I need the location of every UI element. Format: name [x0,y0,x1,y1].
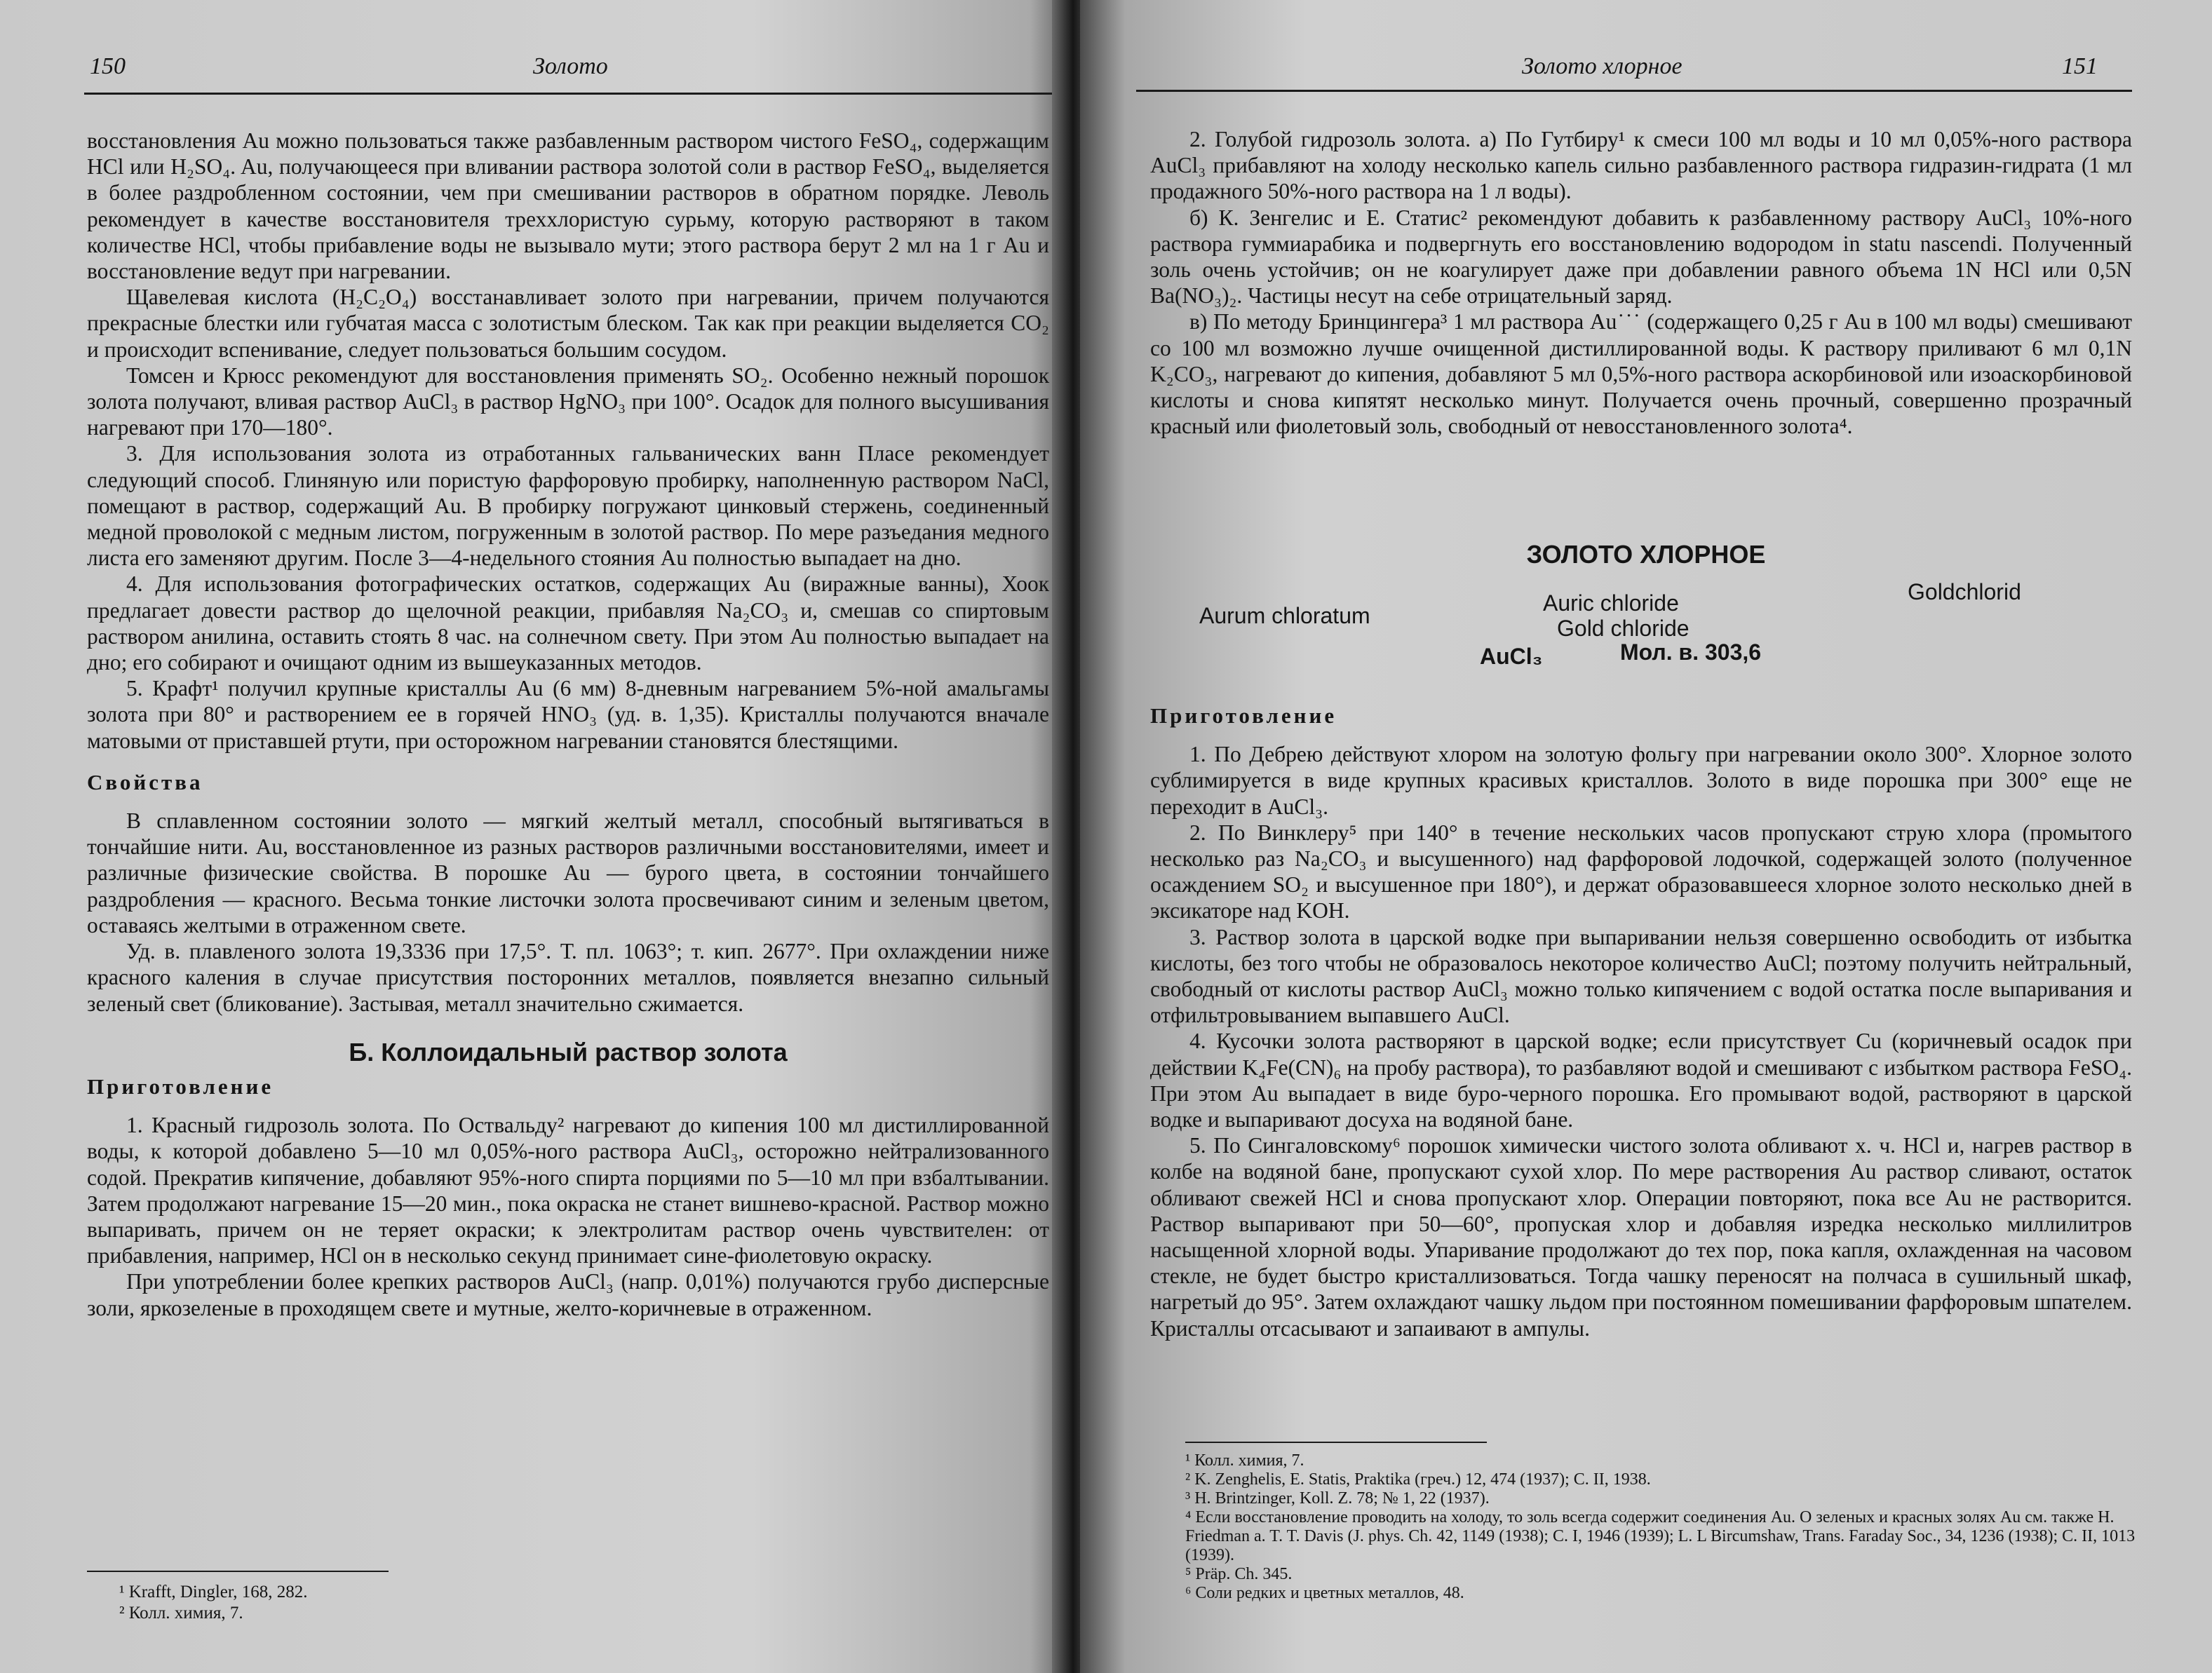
footnote-rule-left [87,1571,389,1572]
paragraph: 4. Для использования фотографических остатков, содержащих Au (виражные ванны), Хоок предлагает довести раствор до щелочной реакции, прибавляя Na₂CO₃ и, смешав со спиртовым раствором анилина, оставить стоять 8 час. на солнечном свету. При этом Au полностью выпадает на дно; его собирают и очищают одним из вышеуказанных методов. [87,571,1049,675]
left-body [87,128,1049,1321]
running-head-left: Золото [533,53,608,79]
paragraph: 3. Для использования золота из отработанных гальванических ванн Пласе рекомендует следующий способ. Глиняную или пористую фарфоровую пробирку, наполненную раствором NaCl, помещают в раствор, содержащий Au. В пробирку погружают цинковый стержень, соединенный медной проволокой с медным листом, погруженным в золотой раствор. По мере разъедания медного листа его заменяют другим. После 3—4-недельного стояния Au полностью выпадает на дно. [87,441,1049,571]
right-page [1080,0,2212,1673]
subsection-heading-preparation-right: Приготовление [1150,703,1337,728]
footnote: ³ H. Brintzinger, Koll. Z. 78; № 1, 22 (1937). [1185,1489,1490,1508]
mol-weight: Мол. в. 303,6 [1620,639,1762,665]
german-name: Goldchlorid [1908,579,2021,604]
footnote: ⁴ Если восстановление проводить на холоду, то золь всегда содержит соединения Au. О зеленых и красных золях Au см. также H. Friedman a. T. T. Davis (J. phys. Ch. 42, 1149 (1938); C. I, 1946 (1939); L. L Bircumshaw, Trans. Faraday Soc., 34, 1236 (1938); C. II, 1013 (1939). [1185,1508,2136,1564]
footnote: ¹ Krafft, Dingler, 168, 282. [119,1583,308,1601]
formula: AuCl₃ [1480,644,1543,669]
latin-name: Aurum chloratum [1199,603,1370,628]
paragraph: 4. Кусочки золота растворяют в царской водке; если присутствует Cu (коричневый осадок при действии K₄Fe(CN)₆ на пробу раствора), то разбавляют водой и смешивают с избытком раствора FeSO₄. При этом Au выпадает в виде буро-черного порошка. Его промывают водой, растворяют в царской водке и выпаривают досуха на водяной бане. [1150,1029,2132,1132]
section-heading-colloid: Б. Коллоидальный раствор золота [349,1037,788,1066]
paragraph: 1. Красный гидрозоль золота. По Оствальду² нагревают до кипения 100 мл дистиллированной воды, к которой добавлено 5—10 мл 0,05%-ного раствора AuCl₃, осторожно нейтрализованного содой. Прекратив кипячение, добавляют 95%-ного спирта порциями по 5—10 мл при взбалтывании. Затем продолжают нагревание 15—20 мин., пока окраска не станет вишнево-красной. Раствор можно выпаривать, причем он не теряет окраски; к электролитам раствор очень чувствителен: от прибавления, например, HCl он в несколько секунд принимает сине-фиолетовую окраску. [87,1113,1049,1268]
paragraph: При употреблении более крепких растворов AuCl₃ (напр. 0,01%) получаются грубо дисперсные золи, яркозеленые в проходящем свете и мутные, желто-коричневые в отраженном. [87,1269,1049,1320]
footnote: ⁵ Präp. Ch. 345. [1185,1565,1293,1583]
footnote: ¹ Колл. химия, 7. [1185,1451,1304,1470]
header-rule-left [84,93,1052,95]
footnote: ² K. Zenghelis, E. Statis, Praktika (греч.) 12, 474 (1937); C. II, 1938. [1185,1470,1651,1489]
english-name-1: Auric chloride [1543,590,1679,616]
paragraph: в) По методу Бринцингера³ 1 мл раствора Au˙˙˙ (содержащего 0,25 г Au в 100 мл воды) смешивают со 100 мл возможно лучше очищенной дистиллированной воды. К раствору приливают 6 мл 0,1N K₂CO₃, нагревают до кипения, добавляют 5 мл 0,5%-ного раствора аскорбиновой или изоаскорбиновой кислоты и снова кипятят несколько минут. Получается очень прочный, совершенно прозрачный красный или фиолетовый золь, свободный от невосстановленного золота⁴. [1150,309,2132,439]
section-heading-properties: Свойства [87,769,203,794]
running-head-right: Золото хлорное [1522,53,1682,79]
page-number-left: 150 [90,53,126,79]
footnote: ² Колл. химия, 7. [119,1604,243,1623]
header-rule-right [1136,90,2132,92]
footnotes-left [119,1582,1031,1624]
paragraph: 5. По Сингаловскому⁶ порошок химически чистого золота обливают х. ч. HCl и, нагрев раствор в колбе на водяной бане, пропускают сухой хлор. По мере растворения Au раствор сливают, остаток обливают свежей HCl и снова пропускают хлор. Операции повторяют, пока все Au не растворится. Раствор выпаривают при 50—60°, пропуская хлор и добавляя изредка несколько миллилитров насыщенной хлорной воды. Упаривание продолжают до тех пор, пока капля, охлажденная на часовом стекле, не будет быстро кристаллизоваться. Тогда чашку переносят на полчаса в сушильный шкаф, нагретый до 95°. Затем охлаждают чашку льдом при постоянном помешивании фарфоровым шпателем. Кристаллы отсасывают и запаивают в ампулы. [1150,1133,2132,1341]
paragraph: 2. По Винклеру⁵ при 140° в течение нескольких часов пропускают струю хлора (промытого несколько раз Na₂CO₃ и высушенного) над фарфоровой лодочкой, содержащей золото (полученное осаждением SO₂ и высушенное при 180°), и держат образовавшееся хлорное золото несколько дней в эксикаторе над KOH. [1150,820,2132,923]
subsection-heading-preparation: Приготовление [87,1073,274,1099]
footnotes-right [1185,1451,2153,1603]
paragraph: 3. Раствор золота в царской водке при выпаривании нельзя совершенно освободить от избытка кислоты, без того чтобы не образовалось некоторое количество AuCl; поэтому получить нейтральный, свободный от кислоты раствор AuCl₃ можно только кипячением с водой остатка после выпаривания и отфильтровыванием выпавшего AuCl. [1150,924,2132,1028]
paragraph: 1. По Дебрею действуют хлором на золотую фольгу при нагревании около 300°. Хлорное золото сублимируется в виде крупных красивых кристаллов. Золото в виде порошка при 300° еще не переходит в AuCl₃. [1150,742,2132,819]
footnote-rule-right [1185,1442,1487,1443]
footnote: ⁶ Соли редких и цветных металлов, 48. [1185,1584,1464,1602]
chloride-title: ЗОЛОТО ХЛОРНОЕ [1526,540,1766,569]
english-name-2: Gold chloride [1557,616,1690,641]
paragraph: 5. Крафт¹ получил крупные кристаллы Au (6 мм) 8-дневным нагреванием 5%-ной амальгамы золота при 80° и растворением ее в горячей HNO₃ (уд. в. 1,35). Кристаллы получаются вначале матовыми от приставшей ртути, при осторожном нагревании становятся блестящими. [87,676,1049,753]
right-body-top [1150,126,2132,439]
paragraph: 2. Голубой гидрозоль золота. а) По Гутбиру¹ к смеси 100 мл воды и 10 мл 0,05%-ного раствора AuCl₃ прибавляют на холоду несколько капель сильно разбавленного раствора гидразин-гидрата (1 мл продажного 50%-ного раствора на 1 л воды). [1150,127,2132,204]
paragraph: восстановления Au можно пользоваться также разбавленным раствором чистого FeSO₄, содержащим HCl или H₂SO₄. Au, получающееся при вливании раствора золотой соли в раствор FeSO₄, выделяется в более раздробленном состоянии, чем при смешивании растворов в обратном порядке. Леволь рекомендует в качестве восстановителя треххлористую сурьму, которую растворяют в таком количестве HCl, чтобы прибавление воды не вызывало мути; этого раствора берут 2 мл на 1 г Au и восстановление ведут при нагревании. [87,128,1049,284]
paragraph: Уд. в. плавленого золота 19,3336 при 17,5°. Т. пл. 1063°; т. кип. 2677°. При охлаждении ниже красного каления в случае присутствия посторонних металлов, появляется внезапно сильный зеленый свет (бликование). Застывая, металл значительно сжимается. [87,939,1049,1016]
paragraph: Томсен и Крюсс рекомендуют для восстановления применять SO₂. Особенно нежный порошок золота получают, вливая раствор AuCl₃ в раствор HgNO₃ при 100°. Осадок для полного высушивания нагревают при 170—180°. [87,363,1049,440]
paragraph: Щавелевая кислота (H₂C₂O₄) восстанавливает золото при нагревании, причем получаются прекрасные блестки или губчатая масса с золотистым блеском. Так как при реакции выделяется CO₂ и происходит вспенивание, следует пользоваться большим сосудом. [87,285,1049,362]
paragraph: В сплавленном состоянии золото — мягкий желтый металл, способный вытягиваться в тончайшие нити. Au, восстановленное из разных растворов различными восстановителями, имеет и различные физические свойства. В порошке Au — бурого цвета, в состоянии тончайшего раздробления — красного. Весьма тонкие листочки золота просвечивают синим и зеленым цветом, оставаясь желтыми в отраженном свете. [87,808,1049,937]
paragraph: б) К. Зенгелис и Е. Статис² рекомендуют добавить к разбавленному раствору AuCl₃ 10%-ного раствора гуммиарабика и подвергнуть его восстановлению водородом in statu nascendi. Полученный золь очень устойчив; он не коагулирует даже при добавлении равного объема 1N HCl или 0,5N Ba(NO₃)₂. Частицы несут на себе отрицательный заряд. [1150,205,2132,309]
right-body-bottom [1150,687,2132,1341]
left-page [0,0,1073,1673]
page-number-right: 151 [2062,53,2098,79]
